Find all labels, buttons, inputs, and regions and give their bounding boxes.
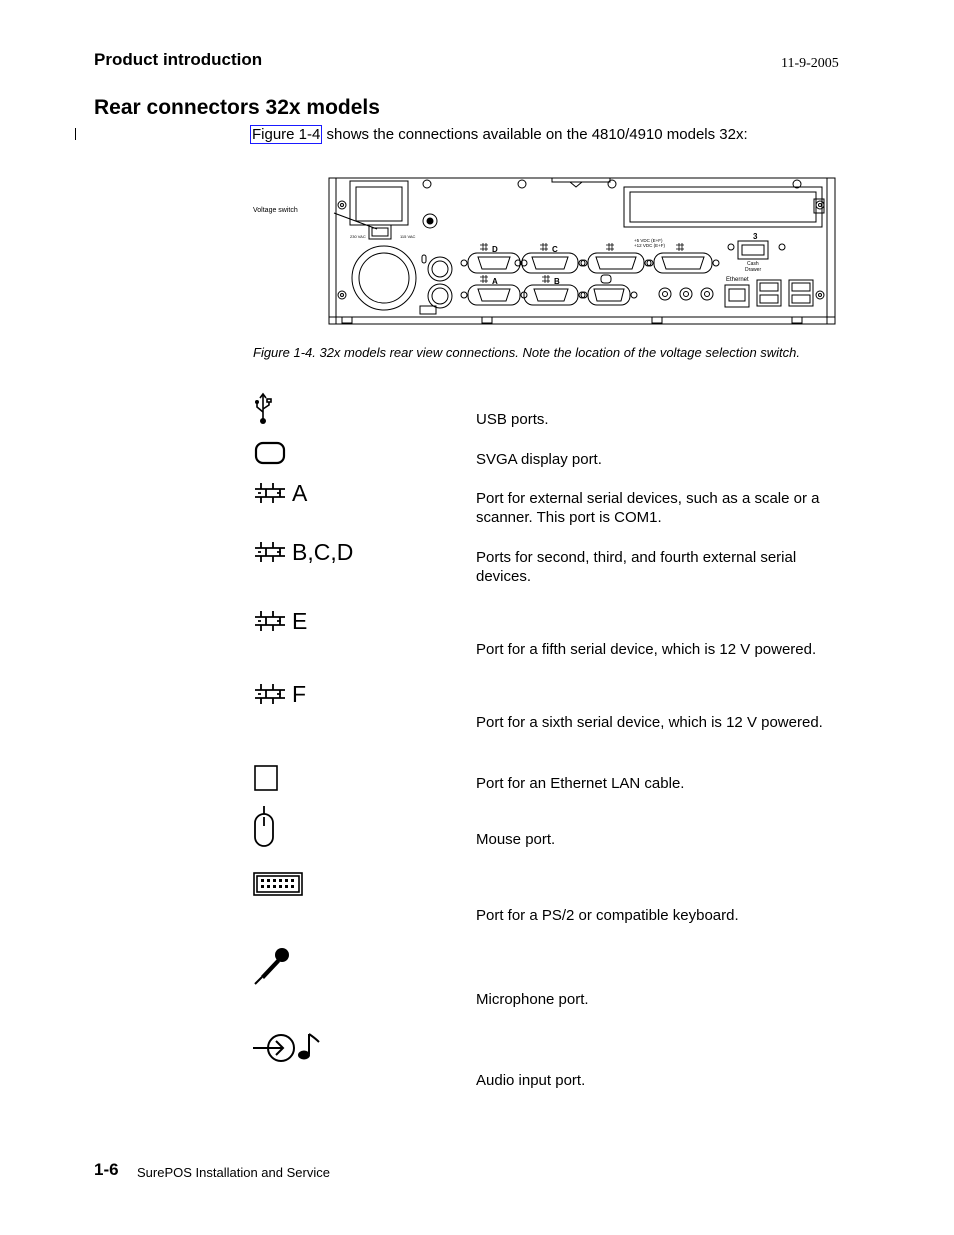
serial-letter-bcd: B,C,D bbox=[292, 539, 354, 565]
port-a-label: A bbox=[492, 277, 498, 286]
page-number: 1-6 bbox=[94, 1160, 119, 1179]
port-b-label: B bbox=[554, 277, 560, 286]
mouse-icon bbox=[253, 804, 277, 848]
audio-input-description: Audio input port. bbox=[476, 1072, 586, 1089]
serial-icon-bcd bbox=[253, 540, 287, 564]
keyboard-icon bbox=[253, 871, 305, 899]
section-heading: Product introduction bbox=[94, 50, 263, 69]
change-bar bbox=[75, 128, 76, 140]
mouse-description: Mouse port. bbox=[476, 831, 556, 848]
cash-drawer-label-2: Drawer bbox=[745, 267, 762, 273]
serial-letter-e: E bbox=[292, 608, 308, 634]
svga-description: SVGA display port. bbox=[476, 451, 602, 468]
rear-view-figure bbox=[252, 177, 838, 329]
audio-input-icon bbox=[253, 1030, 325, 1066]
intro-paragraph bbox=[250, 126, 748, 143]
serial-letter-a: A bbox=[292, 480, 308, 506]
microphone-description: Microphone port. bbox=[476, 991, 589, 1008]
serial-icon-f bbox=[253, 682, 287, 706]
volt-left-label: 230 VAC bbox=[350, 234, 366, 239]
serial-a-description: Port for external serial devices, such as a scale or a scanner. This port is COM1. bbox=[476, 490, 820, 526]
intro-text: shows the connections available on the 4810/4910 models 32x: bbox=[322, 126, 748, 143]
ethernet-description: Port for an Ethernet LAN cable. bbox=[476, 775, 685, 792]
port-d-label: D bbox=[492, 245, 498, 254]
serial-f-description: Port for a sixth serial device, which is 12 V powered. bbox=[476, 714, 823, 731]
figure-caption: Figure 1-4. 32x models rear view connections. Note the location of the voltage selection switch. bbox=[253, 345, 801, 360]
port-c-label: C bbox=[552, 245, 558, 254]
serial-icon-e bbox=[253, 609, 287, 633]
serial-bcd-description: Ports for second, third, and fourth external serial devices. bbox=[476, 549, 797, 585]
book-title: SurePOS Installation and Service bbox=[137, 1165, 330, 1180]
serial-icon-a bbox=[253, 481, 287, 505]
power-label-12v: +12 VDC (E+F) bbox=[634, 243, 666, 248]
cash-drawer-label-1: Cash bbox=[747, 261, 759, 267]
cash-drawer-number: 3 bbox=[753, 232, 758, 241]
power-label-5v: +5 VDC (E+F) bbox=[634, 238, 663, 243]
serial-letter-f: F bbox=[292, 681, 307, 707]
page-title: Rear connectors 32x models bbox=[94, 96, 380, 119]
ethernet-label: Ethernet bbox=[726, 277, 749, 283]
microphone-icon bbox=[253, 946, 293, 986]
volt-right-label: 115 VAC bbox=[400, 234, 416, 239]
figure-link[interactable]: Figure 1-4 bbox=[252, 126, 321, 143]
usb-icon bbox=[253, 392, 273, 426]
keyboard-description: Port for a PS/2 or compatible keyboard. bbox=[476, 907, 739, 924]
serial-e-description: Port for a fifth serial device, which is 12 V powered. bbox=[476, 641, 817, 658]
revision-date: 11-9-2005 bbox=[781, 56, 839, 71]
voltage-switch-label: Voltage switch bbox=[253, 207, 298, 214]
usb-description: USB ports. bbox=[476, 411, 549, 428]
ethernet-icon bbox=[253, 764, 279, 792]
svga-icon bbox=[253, 440, 287, 466]
